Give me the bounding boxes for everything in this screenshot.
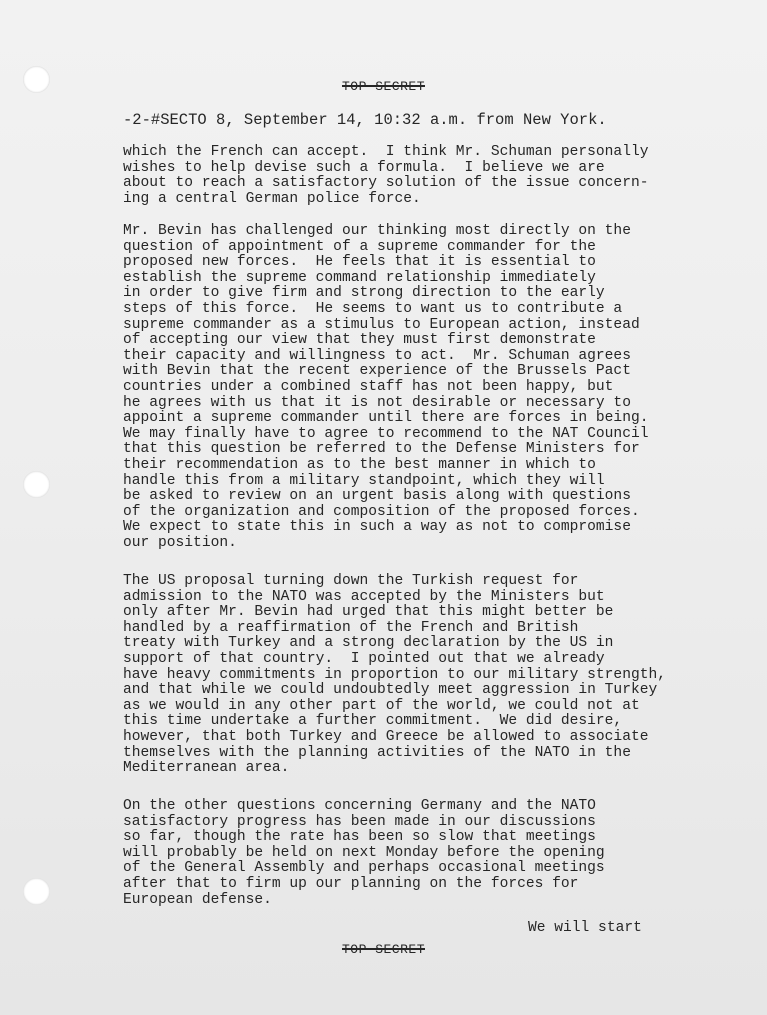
paragraph-1: which the French can accept. I think Mr. Schuman personally wishes to help devise such a formula. I believe we are about to reach a satisfactory solution of the issue concern- ing a central German police force. <box>123 144 649 207</box>
punch-hole-middle <box>23 471 50 498</box>
classification-marking-top: TOP SECRET <box>341 79 425 94</box>
paragraph-4: On the other questions concerning Germany and the NATO satisfactory progress has been made in our discussions so far, though the rate has been so slow that meetings will probably be held on next Monday before the opening of the General Assembly and perhaps occasional meetings after that to firm up our planning on the forces for European defense. <box>123 798 605 908</box>
telegram-header: -2-#SECTO 8, September 14, 10:32 a.m. from New York. <box>123 111 607 129</box>
paragraph-3: The US proposal turning down the Turkish request for admission to the NATO was accepted by the Ministers but only after Mr. Bevin had urged that this might better be handled by a reaffirmation of the French and British treaty with Turkey and a strong declaration by the US in support of that country. I pointed out that we already have heavy commitments in proportion to our military strength, and that while we could undoubtedly meet aggression in Turkey as we would in any other part of the world, we could not at this time undertake a further commitment. We did desire, however, that both Turkey and Greece be allowed to associate themselves with the planning activities of the NATO in the Mediterranean area. <box>123 573 666 777</box>
punch-hole-bottom <box>23 878 50 905</box>
paragraph-2: Mr. Bevin has challenged our thinking most directly on the question of appointment of a supreme commander for the proposed new forces. He feels that it is essential to establish the supreme command relationship immediately in order to give firm and strong direction to the early steps of this force. He seems to want us to contribute a supreme commander as a stimulus to European action, instead of accepting our view that they must first demonstrate their capacity and willingness to act. Mr. Schuman agrees with Bevin that the recent experience of the Brussels Pact countries under a combined staff has not been happy, but he agrees with us that it is not desirable or necessary to appoint a supreme commander until there are forces in being. We may finally have to agree to recommend to the NAT Council that this question be referred to the Defense Ministers for their recommendation as to the best manner in which to handle this from a military standpoint, which they will be asked to review on an urgent basis along with questions of the organization and composition of the proposed forces. We expect to state this in such a way as not to compromise our position. <box>123 223 649 551</box>
continuation-phrase: We will start <box>528 920 642 936</box>
classification-marking-bottom: TOP SECRET <box>341 942 425 957</box>
